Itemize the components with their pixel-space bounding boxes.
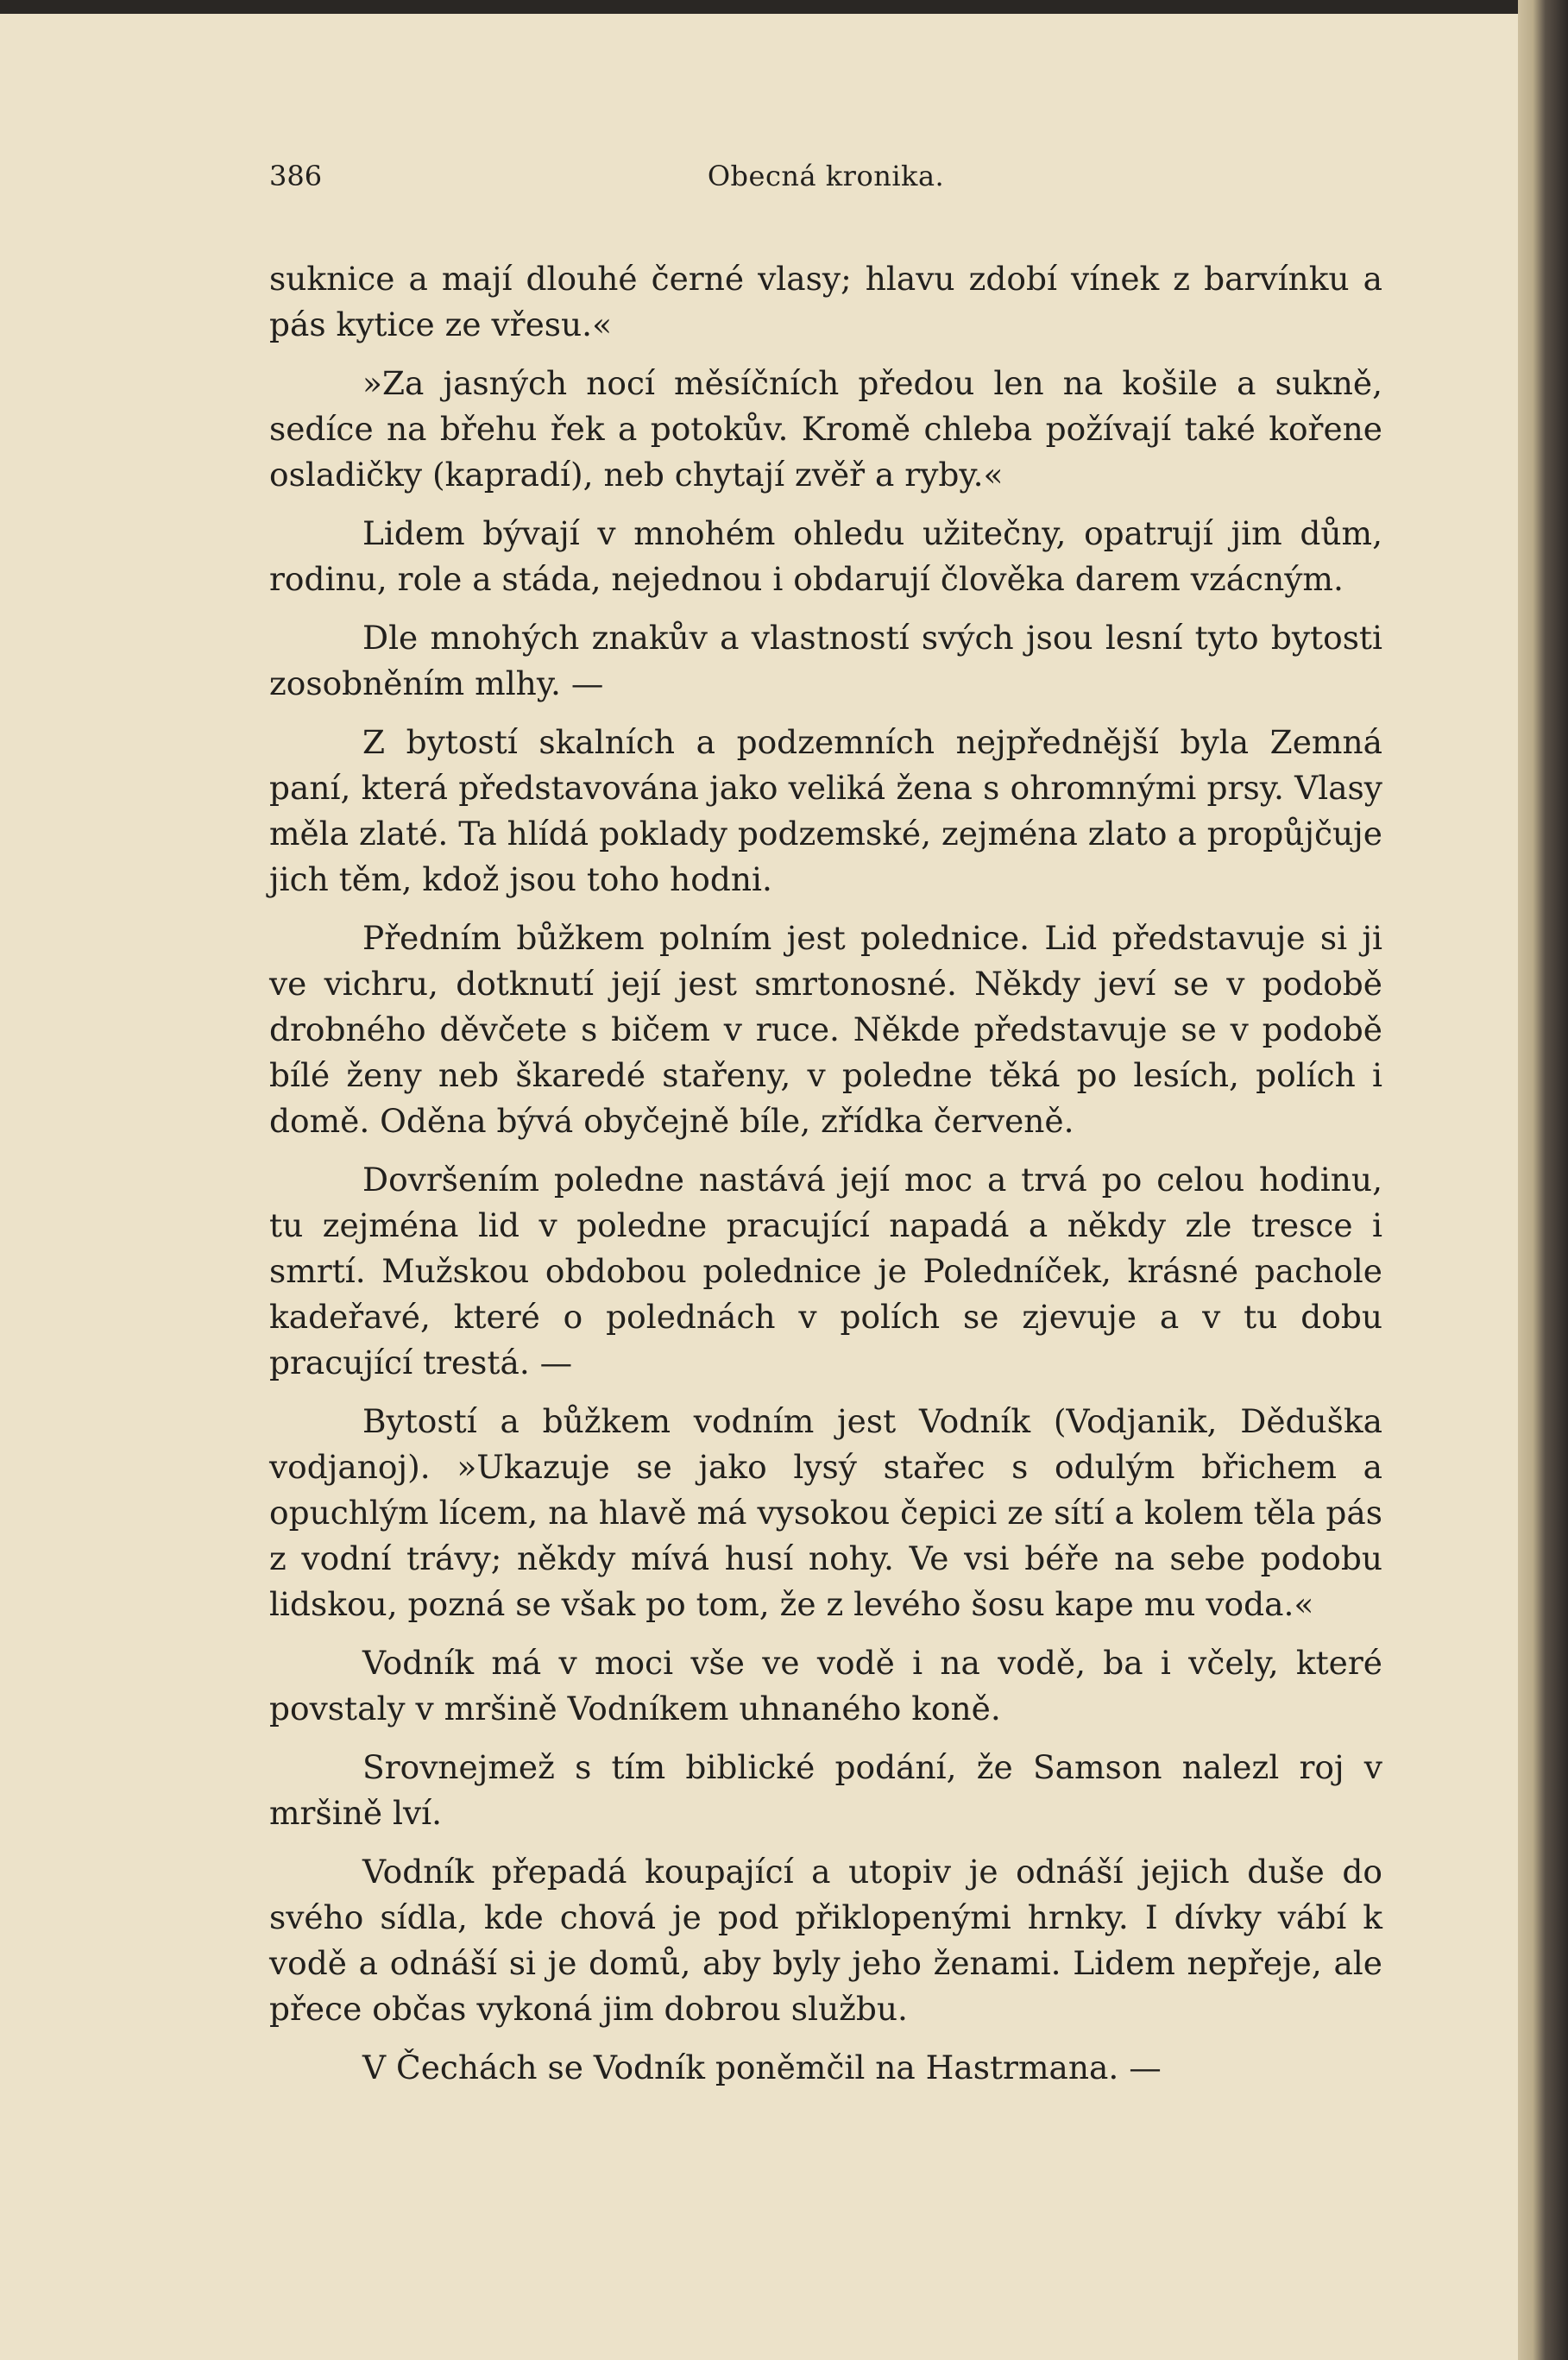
paragraph: Dovršením poledne nastává její moc a trvá po celou hodinu, tu zejména lid v poledne pracující napadá a někdy zle tresce i smrtí. Mužskou obdobou polednice je Poledníček, krásné pachole kadeřavé, které o polednách v polích se zjevuje a v tu dobu pracující trestá. —: [269, 1161, 1382, 1381]
paragraph: V Čechách se Vodník poněmčil na Hastrmana. —: [362, 2048, 1162, 2086]
paragraph: Bytostí a bůžkem vodním jest Vodník (Vodjanik, Děduška vodjanoj). »Ukazuje se jako lysý stařec s odulým břichem a opuchlým lícem, na hlavě má vysokou čepici ze sítí a kolem těla pás z vodní trávy; někdy mívá husí nohy. Ve vsi béře na sebe podobu lidskou, pozná se však po tom, že z levého šosu kape mu voda.«: [269, 1402, 1382, 1623]
book-spine-edge: [1518, 0, 1568, 2360]
paragraph: Z bytostí skalních a podzemních nejpřednější byla Zemná paní, která představována jako veliká žena s ohromnými prsy. Vlasy měla zlaté. Ta hlídá poklady podzemské, zejména zlato a propůjčuje jich těm, kdož jsou toho hodni.: [269, 723, 1382, 898]
paragraph: Dle mnohých znakův a vlastností svých jsou lesní tyto bytosti zosobněním mlhy. —: [269, 619, 1382, 702]
paragraph: Vodník přepadá koupající a utopiv je odnáší jejich duše do svého sídla, kde chová je pod přiklopenými hrnky. I dívky vábí k vodě a odnáší si je domů, aby byly jeho ženami. Lidem nepřeje, ale přece občas vykoná jim dobrou službu.: [269, 1853, 1382, 2028]
body-text: [269, 256, 1382, 2091]
scan-top-edge: [0, 0, 1568, 14]
page-content: [269, 160, 1382, 2104]
paragraph-continuation: suknice a mají dlouhé černé vlasy; hlavu zdobí vínek z barvínku a pás kytice ze vřesu.«: [269, 260, 1382, 343]
running-header: [269, 160, 1382, 203]
page-number: 386: [269, 160, 323, 192]
paragraph: Vodník má v moci vše ve vodě i na vodě, ba i včely, které povstaly v mršině Vodníkem uhnaného koně.: [269, 1644, 1382, 1728]
running-title: Obecná kronika.: [707, 160, 945, 192]
paragraph: Předním bůžkem polním jest polednice. Lid představuje si ji ve vichru, dotknutí její jest smrtonosné. Někdy jeví se v podobě drobného děvčete s bičem v ruce. Někde představuje se v podobě bílé ženy neb škaredé stařeny, v poledne těká po lesích, polích i domě. Oděna bývá obyčejně bíle, zřídka červeně.: [269, 919, 1382, 1140]
paragraph: Lidem bývají v mnohém ohledu užitečny, opatrují jim dům, rodinu, role a stáda, nejednou i obdarují člověka darem vzácným.: [269, 514, 1382, 598]
paragraph: Srovnejmež s tím biblické podání, že Samson nalezl roj v mršině lví.: [269, 1748, 1382, 1832]
paragraph: »Za jasných nocí měsíčních předou len na košile a sukně, sedíce na břehu řek a potokův. Kromě chleba požívají také kořene osladičky (kapradí), neb chytají zvěř a ryby.«: [269, 364, 1382, 494]
